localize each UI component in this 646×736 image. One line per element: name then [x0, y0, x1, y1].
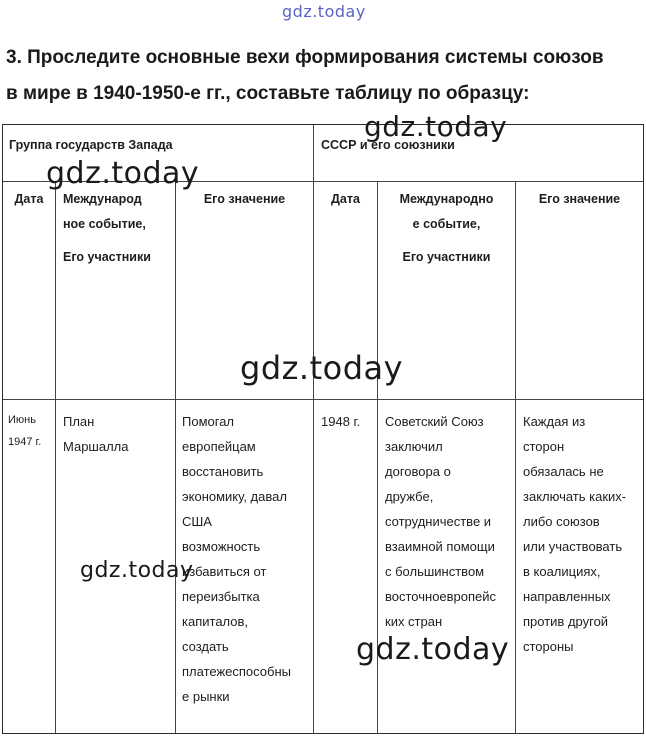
- header-date-west: Дата: [14, 192, 44, 206]
- group-ussr-header: СССР и его союзники: [321, 138, 455, 152]
- cell-west-date: Июнь 1947 г.: [8, 414, 42, 448]
- task-line-1: 3. Проследите основные вехи формирования системы союзов: [6, 47, 604, 68]
- header-date-ussr: Дата: [331, 192, 360, 206]
- watermark-4: gdz.today: [80, 558, 194, 583]
- header-event-west: Международ ное событие, Его участники: [63, 192, 151, 264]
- watermark-3: gdz.today: [240, 349, 404, 387]
- cell-west-meaning: Помогал европейцам восстановить экономику, давал США возможность избавиться от переизбытка капиталов, создать платежеспособны е рынки: [182, 414, 292, 704]
- watermark-1: gdz.today: [364, 110, 508, 143]
- task-line-2: в мире в 1940-1950-е гг., составьте таблицу по образцу:: [6, 83, 530, 104]
- header-event-ussr: Международно е событие, Его участники: [399, 192, 494, 264]
- cell-ussr-event: Советский Союз заключил договора о дружбе, сотрудничестве и взаимной помощи с большинством восточноевропейс ких стран: [385, 414, 497, 629]
- cell-ussr-meaning: Каждая из сторон обязалась не заключать каких- либо союзов или участвовать в коалициях, направленных против другой стороны: [523, 414, 627, 654]
- cell-west-event: План Маршалла: [63, 414, 129, 454]
- header-meaning-west: Его значение: [203, 192, 286, 206]
- cell-ussr-date: 1948 г.: [321, 414, 361, 429]
- watermark-5: gdz.today: [356, 632, 510, 667]
- alliances-table: [2, 124, 644, 734]
- task-statement: [6, 40, 646, 112]
- watermark-2: gdz.today: [46, 156, 200, 191]
- group-west-header: Группа государств Запада: [9, 138, 173, 152]
- watermark-top: gdz.today: [282, 2, 366, 21]
- header-meaning-ussr: Его значение: [538, 192, 621, 206]
